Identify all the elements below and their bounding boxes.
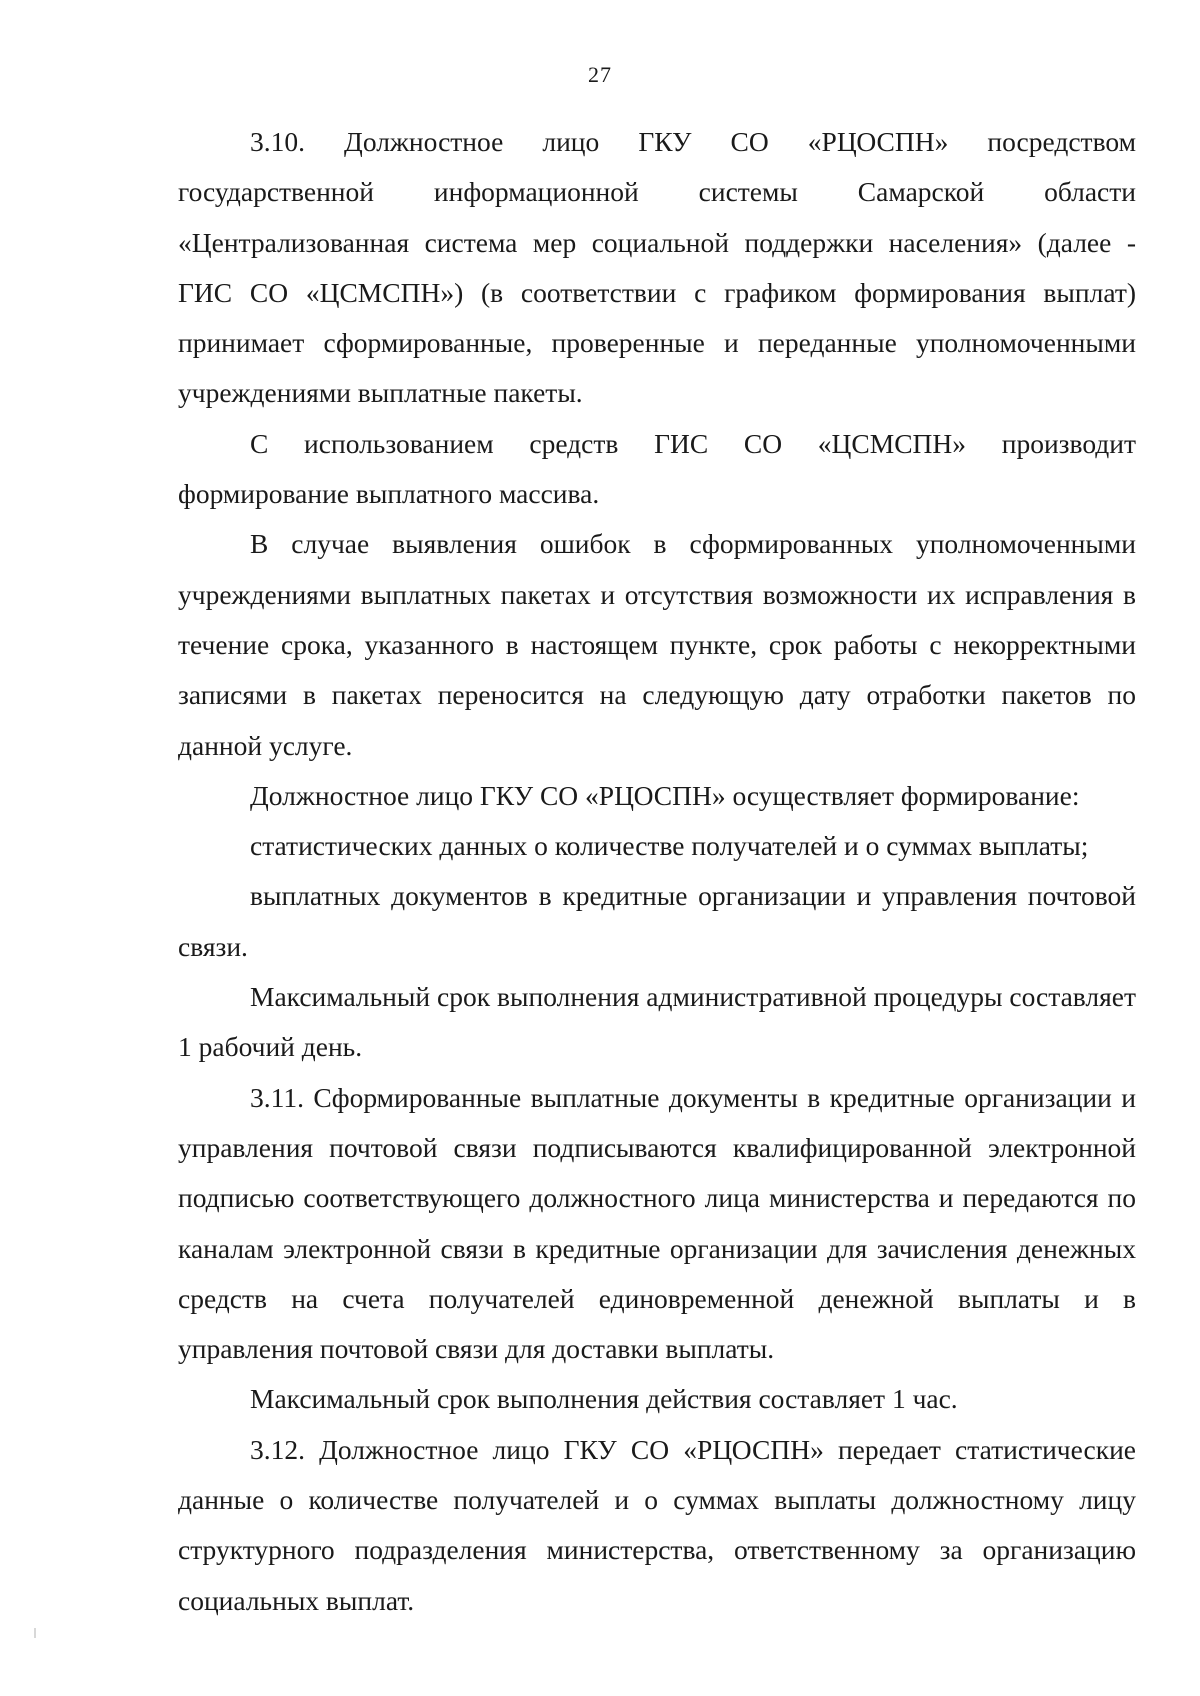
document-body	[178, 117, 1136, 1626]
paragraph-formation-intro: Должностное лицо ГКУ СО «РЦОСПН» осуществляет формирование:	[250, 779, 1080, 811]
paragraph-errors: В случае выявления ошибок в сформированных уполномоченными учреждениями выплатных пакетах и отсутствия возможности их исправления в течение срока, указанного в настоящем пункте, срок работы с некорректными записями в пакетах переносится на следующую дату отработки пакетов по данной услуге.	[178, 528, 1136, 761]
paragraph-3-11: 3.11. Сформированные выплатные документы в кредитные организации и управления почтовой связи подписываются квалифицированной электронной подписью соответствующего должностного лица министерства и передаются по каналам электронной связи в кредитные организации для зачисления денежных средств на счета получателей единовременной денежной выплаты и в управления почтовой связи для доставки выплаты.	[178, 1081, 1136, 1365]
page-number: 27	[588, 62, 612, 87]
scan-edge-mark	[34, 1628, 36, 1638]
paragraph-statistics-item: статистических данных о количестве получателей и о суммах выплаты;	[250, 830, 1089, 862]
paragraph-3-12: 3.12. Должностное лицо ГКУ СО «РЦОСПН» передает статистические данные о количестве получателей и о суммах выплаты должностному лицу структурного подразделения министерства, ответственному за организацию социальных выплат.	[178, 1433, 1136, 1616]
paragraph-gis-usage: С использованием средств ГИС СО «ЦСМСПН» производит формирование выплатного массива.	[178, 427, 1136, 510]
paragraph-3-10: 3.10. Должностное лицо ГКУ СО «РЦОСПН» посредством государственной информационной системы Самарской области «Централизованная система мер социальной поддержки населения» (далее - ГИС СО «ЦСМСПН») (в соответствии с графиком формирования выплат) принимает сформированные, проверенные и переданные уполномоченными учреждениями выплатные пакеты.	[178, 126, 1136, 409]
paragraph-documents-item: выплатных документов в кредитные организации и управления почтовой связи.	[178, 880, 1136, 962]
paragraph-max-term-hour: Максимальный срок выполнения действия составляет 1 час.	[250, 1383, 958, 1415]
paragraph-max-term-day: Максимальный срок выполнения административной процедуры составляет 1 рабочий день.	[178, 981, 1136, 1063]
